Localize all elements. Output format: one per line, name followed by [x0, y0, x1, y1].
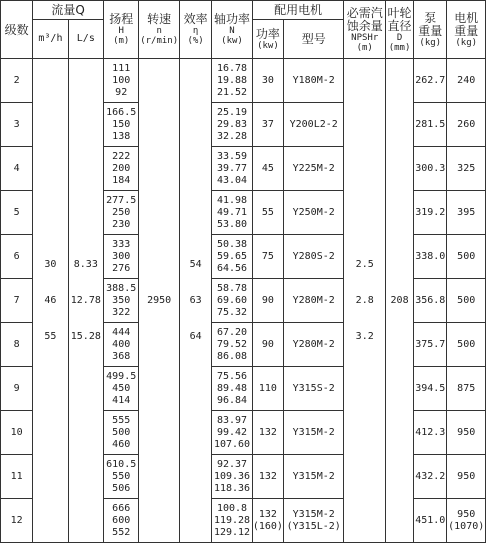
head-value: 460: [112, 438, 131, 450]
motor-power-cell: 45: [252, 147, 283, 191]
shaft-value: 16.78: [216, 62, 248, 74]
head-cell: [104, 59, 139, 103]
stage-cell: 11: [1, 455, 33, 499]
shaft-value: 69.60: [216, 294, 248, 306]
flow-ls-value: 12.78: [70, 294, 101, 306]
header-motor-power: [252, 20, 283, 59]
header-motor-power-label: 功率: [255, 26, 280, 41]
motor-model-cell: Y280M-2: [284, 323, 344, 367]
motor-model-cell: Y315M-2: [284, 455, 344, 499]
header-motor: 配用电机: [252, 1, 344, 20]
shaft-value: 118.36: [213, 482, 251, 494]
head-value: 92: [115, 86, 128, 98]
stage-cell: 2: [1, 59, 33, 103]
head-cell: [104, 323, 139, 367]
header-shaft-symbol: N: [229, 26, 235, 36]
motor-power-cell: 30: [252, 59, 283, 103]
header-flow-m3h: m³/h: [33, 20, 68, 59]
shaft-value: 19.88: [216, 74, 248, 86]
header-motor-w-unit: (kg): [455, 37, 478, 48]
head-value: 166.5: [106, 106, 137, 118]
pump-weight-cell: 300.3: [414, 147, 447, 191]
header-npsh-symbol: NPSHr: [351, 32, 379, 43]
header-shaft-label: 轴功率: [214, 12, 251, 26]
motor-model-cell: Y200L2-2: [284, 103, 344, 147]
motor-power-alt-value: (160): [252, 520, 283, 532]
npsh-value: 2.8: [355, 294, 374, 306]
shaft-value: 29.83: [216, 118, 248, 130]
motor-power-cell: [252, 499, 283, 543]
header-imp-unit: (mm): [388, 42, 411, 53]
head-value: 277.5: [106, 194, 137, 206]
header-speed-unit: (r/min): [140, 36, 179, 46]
flow-m3h-value: 30: [44, 258, 57, 270]
shaft-value: 119.28: [213, 514, 251, 526]
pump-weight-cell: 356.8: [414, 279, 447, 323]
stage-cell: 7: [1, 279, 33, 323]
head-cell: [104, 191, 139, 235]
header-speed: [139, 1, 180, 59]
stage-cell: 8: [1, 323, 33, 367]
header-head-symbol: H: [118, 26, 124, 36]
stage-cell: 9: [1, 367, 33, 411]
motor-power-cell: 90: [252, 279, 283, 323]
shaft-value: 58.78: [216, 282, 248, 294]
head-value: 666: [112, 502, 131, 514]
head-value: 276: [112, 262, 131, 274]
motor-weight-alt-value: (1070): [448, 520, 485, 532]
flow-m3h-value: 46: [44, 294, 57, 306]
header-pump-w-line1: 泵: [424, 10, 437, 25]
shaft-cell: [212, 279, 253, 323]
eff-value: 63: [189, 294, 202, 306]
head-value: 388.5: [106, 282, 137, 294]
header-motor-w-line2: 重量: [454, 23, 479, 38]
shaft-cell: [212, 367, 253, 411]
shaft-value: 39.77: [216, 162, 248, 174]
shaft-value: 32.28: [216, 130, 248, 142]
header-impeller: [386, 1, 414, 59]
stage-cell: 10: [1, 411, 33, 455]
motor-weight-value: 950: [457, 508, 476, 520]
motor-power-cell: 132: [252, 411, 283, 455]
motor-weight-cell: 950: [447, 455, 486, 499]
header-flow: 流量Q: [33, 1, 104, 20]
shaft-cell: [212, 235, 253, 279]
shaft-cell: [212, 411, 253, 455]
header-npsh-line1: 必需汽: [346, 5, 383, 20]
header-imp-symbol: D: [396, 32, 403, 43]
head-value: 414: [112, 394, 131, 406]
head-value: 552: [112, 526, 131, 538]
head-cell: [104, 455, 139, 499]
pump-weight-cell: 262.7: [414, 59, 447, 103]
motor-model-cell: Y280S-2: [284, 235, 344, 279]
flow-m3h-cell: [33, 59, 68, 543]
shaft-value: 75.32: [216, 306, 248, 318]
head-value: 300: [112, 250, 131, 262]
motor-model-alt-value: (Y315L-2): [286, 520, 341, 532]
motor-power-cell: 75: [252, 235, 283, 279]
head-value: 322: [112, 306, 131, 318]
motor-weight-cell: 395: [447, 191, 486, 235]
header-npsh: [344, 1, 386, 59]
head-value: 350: [112, 294, 131, 306]
header-shaft-power: [212, 1, 253, 59]
header-eff-unit: (%): [187, 36, 204, 46]
head-cell: [104, 103, 139, 147]
shaft-value: 59.65: [216, 250, 248, 262]
shaft-value: 33.59: [216, 150, 248, 162]
header-pump-w-line2: 重量: [418, 23, 443, 38]
pump-weight-cell: 432.2: [414, 455, 447, 499]
pump-weight-cell: 319.2: [414, 191, 447, 235]
head-value: 550: [112, 470, 131, 482]
head-value: 333: [112, 238, 131, 250]
shaft-cell: [212, 147, 253, 191]
flow-ls-cell: [68, 59, 103, 543]
shaft-value: 83.97: [216, 414, 248, 426]
shaft-cell: [212, 499, 253, 543]
head-value: 368: [112, 350, 131, 362]
head-value: 444: [112, 326, 131, 338]
motor-model-cell: Y280M-2: [284, 279, 344, 323]
shaft-value: 92.37: [216, 458, 248, 470]
eff-value: 54: [189, 258, 202, 270]
head-value: 200: [112, 162, 131, 174]
efficiency-cell: [179, 59, 211, 543]
shaft-value: 99.42: [216, 426, 248, 438]
header-pump-w-unit: (kg): [419, 37, 442, 48]
header-pump-weight: [414, 1, 447, 59]
stage-cell: 6: [1, 235, 33, 279]
pump-weight-cell: 394.5: [414, 367, 447, 411]
motor-weight-cell: [447, 499, 486, 543]
head-cell: [104, 147, 139, 191]
shaft-value: 21.52: [216, 86, 248, 98]
shaft-value: 50.38: [216, 238, 248, 250]
head-value: 600: [112, 514, 131, 526]
motor-power-cell: 55: [252, 191, 283, 235]
header-head-label: 扬程: [109, 12, 134, 26]
head-value: 184: [112, 174, 131, 186]
header-shaft-unit: (kw): [221, 36, 243, 46]
motor-model-cell: [284, 499, 344, 543]
table-row: [1, 59, 486, 103]
head-cell: [104, 235, 139, 279]
header-speed-label: 转速: [147, 12, 172, 26]
header-speed-symbol: n: [156, 26, 162, 36]
flow-ls-value: 15.28: [70, 330, 101, 342]
flow-ls-value: 8.33: [73, 258, 98, 270]
npsh-value: 3.2: [355, 330, 374, 342]
impeller-cell: 208: [386, 59, 414, 543]
stage-cell: 12: [1, 499, 33, 543]
motor-power-cell: 132: [252, 455, 283, 499]
header-npsh-unit: (m): [356, 42, 373, 53]
motor-power-cell: 90: [252, 323, 283, 367]
head-value: 111: [112, 62, 131, 74]
head-value: 250: [112, 206, 131, 218]
shaft-value: 53.80: [216, 218, 248, 230]
shaft-value: 107.60: [213, 438, 251, 450]
shaft-value: 86.08: [216, 350, 248, 362]
motor-weight-cell: 500: [447, 235, 486, 279]
head-value: 500: [112, 426, 131, 438]
motor-model-cell: Y315M-2: [284, 411, 344, 455]
header-eff-label: 效率: [183, 12, 208, 26]
npsh-cell: [344, 59, 386, 543]
stage-cell: 3: [1, 103, 33, 147]
shaft-value: 79.52: [216, 338, 248, 350]
pump-weight-cell: 412.3: [414, 411, 447, 455]
shaft-cell: [212, 323, 253, 367]
shaft-value: 109.36: [213, 470, 251, 482]
eff-value: 64: [189, 330, 202, 342]
pump-weight-cell: 375.7: [414, 323, 447, 367]
pump-weight-cell: 451.0: [414, 499, 447, 543]
head-cell: [104, 367, 139, 411]
shaft-cell: [212, 191, 253, 235]
shaft-cell: [212, 103, 253, 147]
head-cell: [104, 411, 139, 455]
head-value: 150: [112, 118, 131, 130]
header-head-unit: (m): [113, 36, 130, 46]
shaft-cell: [212, 455, 253, 499]
header-imp-line1: 叶轮: [387, 5, 412, 20]
stage-cell: 4: [1, 147, 33, 191]
header-npsh-line2: 蚀余量: [346, 18, 383, 33]
header-head: [104, 1, 139, 59]
head-value: 400: [112, 338, 131, 350]
shaft-cell: [212, 59, 253, 103]
shaft-value: 67.20: [216, 326, 248, 338]
pump-weight-cell: 281.5: [414, 103, 447, 147]
motor-model-value: Y315M-2: [292, 508, 335, 520]
shaft-value: 100.8: [216, 502, 248, 514]
shaft-value: 64.56: [216, 262, 248, 274]
head-value: 610.5: [106, 458, 137, 470]
head-value: 138: [112, 130, 131, 142]
motor-model-cell: Y315S-2: [284, 367, 344, 411]
motor-model-cell: Y180M-2: [284, 59, 344, 103]
pump-weight-cell: 338.0: [414, 235, 447, 279]
header-efficiency: [179, 1, 211, 59]
head-value: 450: [112, 382, 131, 394]
head-value: 222: [112, 150, 131, 162]
spec-body: [1, 59, 486, 543]
motor-power-cell: 110: [252, 367, 283, 411]
header-eff-symbol: η: [192, 26, 199, 36]
shaft-value: 89.48: [216, 382, 248, 394]
shaft-value: 96.84: [216, 394, 248, 406]
head-value: 506: [112, 482, 131, 494]
motor-power-cell: 37: [252, 103, 283, 147]
stage-cell: 5: [1, 191, 33, 235]
header-motor-power-unit: (kw): [257, 40, 279, 51]
head-value: 230: [112, 218, 131, 230]
shaft-value: 49.71: [216, 206, 248, 218]
shaft-value: 41.98: [216, 194, 248, 206]
shaft-value: 75.56: [216, 370, 248, 382]
header-flow-ls: L/s: [68, 20, 103, 59]
head-cell: [104, 499, 139, 543]
head-value: 555: [112, 414, 131, 426]
shaft-value: 43.04: [216, 174, 248, 186]
header-motor-model: 型号: [284, 20, 344, 59]
head-value: 100: [112, 74, 131, 86]
head-value: 499.5: [106, 370, 137, 382]
npsh-value: 2.5: [355, 258, 374, 270]
head-cell: [104, 279, 139, 323]
shaft-value: 129.12: [213, 526, 251, 538]
motor-weight-cell: 500: [447, 279, 486, 323]
motor-power-value: 132: [258, 508, 277, 520]
motor-weight-cell: 875: [447, 367, 486, 411]
motor-model-cell: Y250M-2: [284, 191, 344, 235]
motor-weight-cell: 240: [447, 59, 486, 103]
motor-weight-cell: 950: [447, 411, 486, 455]
header-motor-weight: [447, 1, 486, 59]
motor-model-cell: Y225M-2: [284, 147, 344, 191]
motor-weight-cell: 260: [447, 103, 486, 147]
header-motor-w-line1: 电机: [454, 10, 479, 25]
header-imp-line2: 直径: [387, 18, 412, 33]
motor-weight-cell: 325: [447, 147, 486, 191]
motor-weight-cell: 500: [447, 323, 486, 367]
header-stage: 级数: [1, 1, 33, 59]
speed-cell: 2950: [139, 59, 180, 543]
shaft-value: 25.19: [216, 106, 248, 118]
flow-m3h-value: 55: [44, 330, 57, 342]
